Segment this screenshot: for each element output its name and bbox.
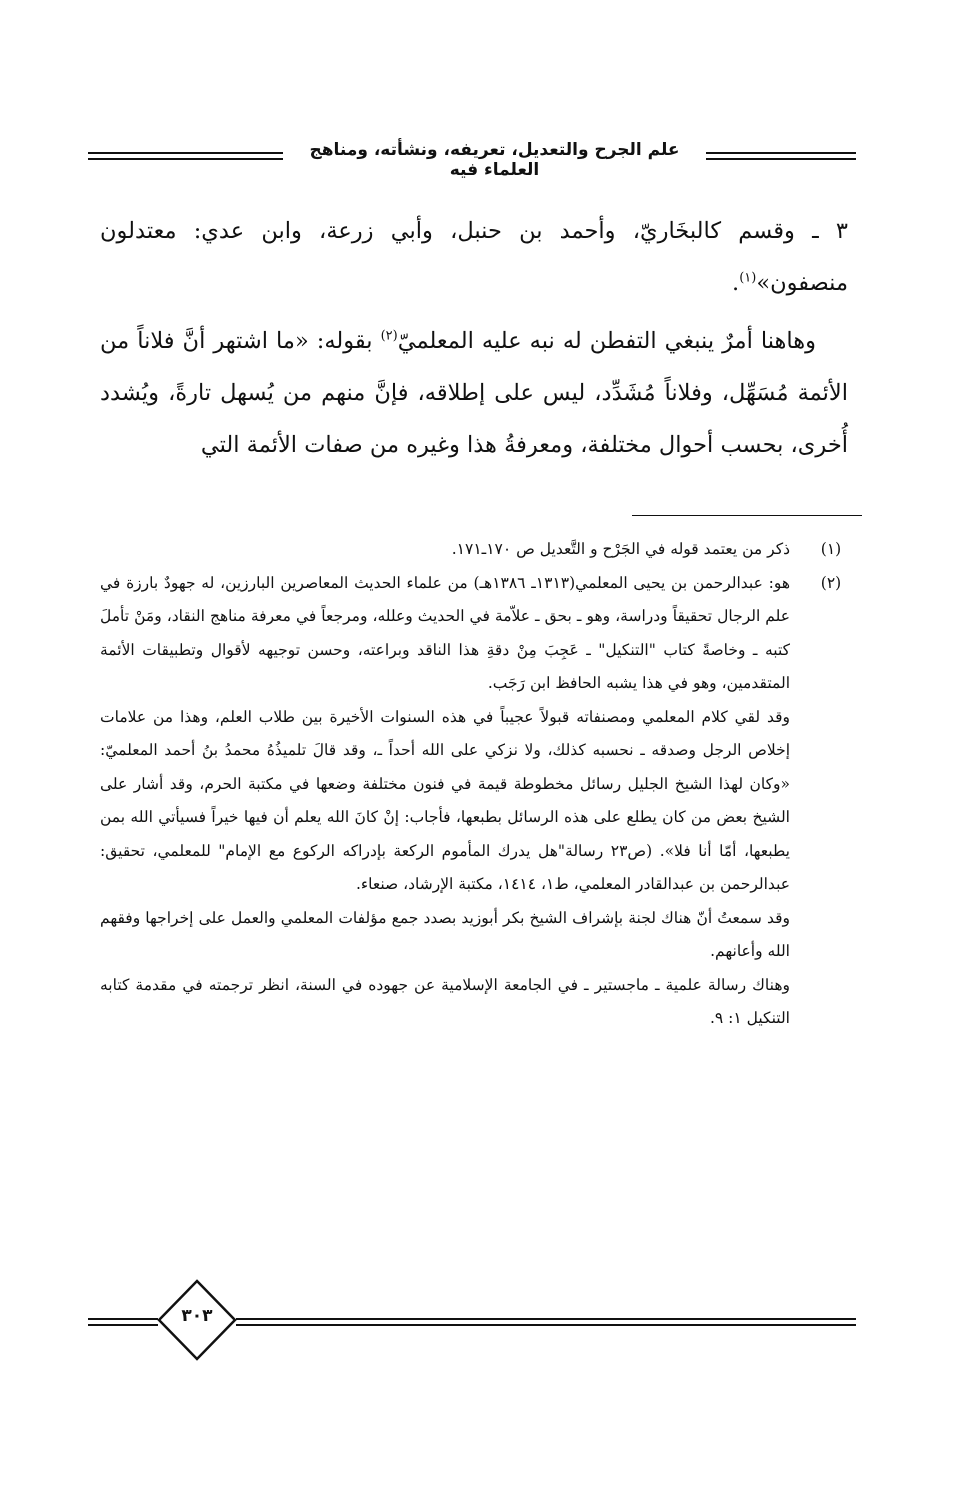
paragraph-2-text: وهاهنا أمرٌ ينبغي التفطن له نبه عليه المعلميّ	[397, 328, 816, 354]
paragraph-moallimi	[100, 315, 848, 471]
footnote-1-number: (١)	[820, 540, 842, 558]
footnote-1	[100, 533, 848, 567]
header-rule-left	[88, 152, 283, 154]
footnote-ref-1: (١)	[739, 270, 757, 286]
footer-rule-left-2	[88, 1324, 158, 1326]
paragraph-1-tail: .	[732, 270, 740, 296]
page-footer	[88, 1278, 856, 1362]
paragraph-quote-end	[100, 205, 848, 309]
footnotes	[100, 533, 848, 1036]
paragraph-2-tail: بقوله: «ما اشتهر أنَّ فلاناً من الأئمة مُسَهِّل، وفلاناً مُشَدِّد، ليس على إطلاقه، فإنَّ منهم من يُسهل تارةً، ويُشدد أُخرى، بحسب أحوال مختلفة، ومعرفةُ هذا وغيره من صفات الأئمة التي	[100, 328, 848, 458]
header-rule-right-2	[706, 158, 856, 160]
footnote-1-text: ذكر من يعتمد قوله في الجَرْح و التَّعديل ص ١٧٠ـ١٧١.	[451, 540, 790, 558]
running-title: علم الجرح والتعديل، تعريفه، ونشأته، ومناهج العلماء فيه	[309, 140, 680, 180]
footnote-2-paragraph-4: وهناك رسالة علمية ـ ماجستير ـ في الجامعة الإسلامية عن جهوده في السنة، انظر ترجمته في مقدمة كتابه التنكيل ١: ٩.	[100, 975, 790, 1027]
header-rule-right	[706, 152, 856, 154]
footnote-2-paragraph-3: وقد سمعتُ أنّ هناك لجنة بإشراف الشيخ بكر أبوزيد بصدد جمع مؤلفات المعلمي والعمل على إخراجها وفقهم الله وأعانهم.	[100, 908, 790, 960]
footnote-2-paragraph-2: وقد لقي كلام المعلمي ومصنفاته قبولاً عجيباً في هذه السنوات الأخيرة بين طلاب العلم، وهذا من علامات إخلاص الرجل وصدقه ـ نحسبه كذلك، ولا نزكي على الله أحداً ـ، وقد قالَ تلميذُهُ محمدُ بنُ أحمد المعلميّ: «وكان لهذا الشيخ الجليل رسائل مخطوطة قيمة في فنون مختلفة وضعها في مكتبة الحرم، وقد أشار على الشيخ بعض من كان يطلع على هذه الرسائل بطبعها، فأجاب: إنْ كانَ الله يعلم أن فيها خيراً فسيأتي الله بمن يطبعها، أمّا أنا فلا». (ص٢٣ رسالة"هل يدرك المأموم الركعة بإدراكه الركوع مع الإمام" للمعلمي، تحقيق: عبدالرحمن بن عبدالقادر المعلمي، ط١، ١٤١٤، مكتبة الإرشاد، صنعاء.	[100, 707, 790, 893]
footnote-separator	[632, 515, 862, 516]
footnote-2-text: هو: عبدالرحمن بن يحيى المعلمي(١٣١٣ـ ١٣٨٦هـ) من علماء الحديث المعاصرين البارزين، له جهودٌ بارزة في علم الرجال تحقيقاً ودراسة، وهو ـ بحق ـ علاّمة في الحديث وعلله، ومرجعاً في معرفة مناهج النقاد، ومَنْ تأملَ كتبه ـ وخاصةً كتاب "التنكيل" ـ عَجِبَ مِنْ دقةِ هذا الناقد وبراعته، وحسن توجيهه لأقوال وتطبيقات الأئمة المتقدمين، وهو في هذا يشبه الحافظ ابن رَجَب.	[100, 573, 790, 692]
paragraph-1-text: ٣ ـ وقسم كالبخَاريّ، وأحمد بن حنبل، وأبي زرعة، وابن عدي: معتدلون منصفون»	[100, 218, 848, 296]
page-number: ٣٠٣	[181, 1306, 213, 1326]
header-rule-left-2	[88, 158, 283, 160]
footer-rule-right-2	[236, 1324, 856, 1326]
footer-rule-right	[236, 1318, 856, 1320]
footnote-2	[100, 567, 848, 701]
main-text	[100, 205, 848, 471]
page-number-diamond	[156, 1278, 238, 1362]
footnote-2-number: (٢)	[820, 573, 842, 592]
footer-rule-left	[88, 1318, 158, 1320]
footnote-ref-2: (٢)	[380, 328, 398, 344]
running-header	[88, 138, 856, 178]
